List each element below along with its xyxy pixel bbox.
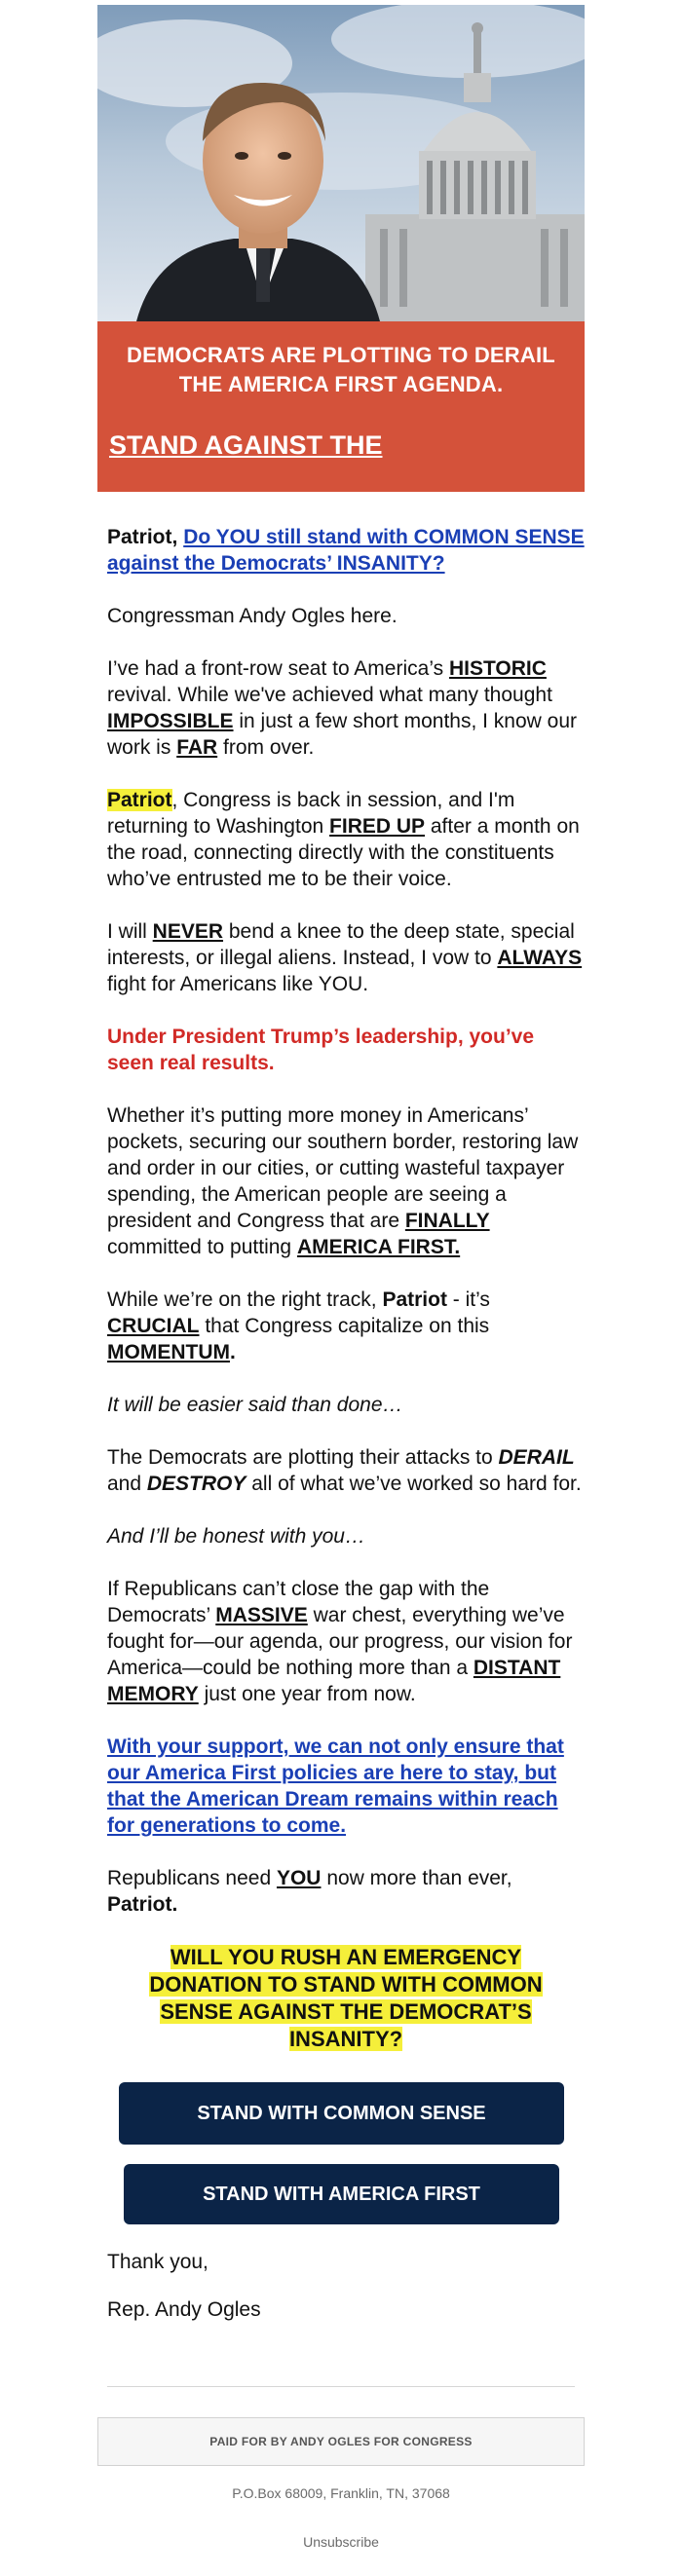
support-link[interactable]: With your support, we can not only ensure that our America First policies are here to stay, but that the American Dream remains within reach for generations to come.	[107, 1736, 564, 1837]
emphasis-momentum: MOMENTUM	[107, 1341, 230, 1363]
bold-patriot: Patriot.	[107, 1893, 178, 1916]
banner-red-band	[97, 321, 585, 492]
text-segment: If Republicans can’t close the gap with the Democrats’	[107, 1578, 490, 1626]
text-segment: While we’re on the right track,	[107, 1288, 383, 1311]
footer-divider	[107, 2386, 575, 2387]
text-segment: after a month on the road, connecting directly with the constituents who’ve entrusted me to be their voice.	[107, 815, 580, 890]
italic-text: It will be easier said than done…	[107, 1394, 403, 1416]
emphasis-distant-memory: DISTANT MEMORY	[107, 1657, 561, 1705]
thanks-text: Thank you,	[107, 2251, 208, 2273]
header-banner[interactable]	[97, 5, 585, 492]
greeting-paragraph: Congressman Andy Ogles here.	[107, 605, 398, 627]
war-chest-paragraph	[107, 1576, 585, 1707]
text-segment: just one year from now.	[198, 1683, 416, 1705]
banner-photo	[97, 5, 585, 321]
text-segment: now more than ever,	[321, 1867, 512, 1889]
unsubscribe-link[interactable]: Unsubscribe	[303, 2534, 379, 2550]
text-segment: war chest, everything we’ve fought for—our agenda, our progress, our vision for America—could be nothing more than a	[107, 1604, 573, 1679]
emphasis-america-first: AMERICA FIRST.	[296, 1236, 461, 1258]
donation-callout	[107, 1944, 585, 2053]
text-segment: - it’s	[446, 1288, 490, 1311]
text-segment: committed to putting	[107, 1236, 297, 1258]
bold-patriot: Patriot	[382, 1288, 447, 1311]
text-segment: in just a few short months, I know our work is	[107, 710, 578, 759]
emphasis-never: NEVER	[152, 920, 224, 943]
text-segment: bend a knee to the deep state, special interests, or illegal aliens. Instead, I vow to	[107, 920, 575, 969]
text-segment: Whether it’s putting more money in Americans’ pockets, securing our southern border, restoring law and order in our cities, or cutting wasteful taxpayer spending, the American people are seeing a president and Congress that are	[107, 1104, 579, 1232]
signature-name: Rep. Andy Ogles	[107, 2298, 261, 2321]
emphasis-impossible: IMPOSSIBLE	[107, 710, 234, 732]
banner-cta-link[interactable]: STAND AGAINST THE	[109, 430, 383, 460]
democrats-paragraph	[107, 1444, 585, 1497]
capitol-portrait-image	[97, 5, 585, 321]
emphasis-massive: MASSIVE	[215, 1604, 308, 1626]
need-you-paragraph	[107, 1865, 585, 1918]
signoff	[107, 2249, 585, 2323]
mailing-address: P.O.Box 68009, Franklin, TN, 37068	[232, 2485, 450, 2501]
emphasis-destroy: DESTROY	[146, 1473, 246, 1495]
text-segment: I’ve had a front-row seat to America’s	[107, 657, 449, 680]
support-paragraph	[107, 1734, 585, 1839]
text-segment: that Congress capitalize on this	[199, 1315, 490, 1337]
revival-paragraph	[107, 655, 585, 761]
momentum-paragraph	[107, 1287, 585, 1365]
unsubscribe-wrapper	[97, 2534, 585, 2550]
text-segment: from over.	[217, 736, 315, 759]
emphasis-far: FAR	[176, 736, 218, 759]
text-segment: The Democrats are plotting their attacks to	[107, 1446, 499, 1469]
text-segment: revival. While we've achieved what many thought	[107, 684, 552, 706]
text-segment: Republicans need	[107, 1867, 277, 1889]
emphasis-historic: HISTORIC	[448, 657, 547, 680]
paid-for-disclaimer: PAID FOR BY ANDY OGLES FOR CONGRESS	[97, 2417, 585, 2466]
text-segment: , Congress is back in session, and I'm returning to Washington	[107, 789, 515, 838]
intro-question-link[interactable]: Do YOU still stand with COMMON SENSE against the Democrats’ INSANITY?	[107, 526, 585, 575]
text-segment: I will	[107, 920, 153, 943]
text-segment: and	[107, 1473, 147, 1495]
stand-with-common-sense-button[interactable]: STAND WITH COMMON SENSE	[119, 2082, 564, 2145]
vow-paragraph	[107, 918, 585, 997]
emphasis-fired-up: FIRED UP	[329, 815, 426, 838]
italic-text: And I’ll be honest with you…	[107, 1525, 365, 1548]
emphasis-you: YOU	[276, 1867, 322, 1889]
donation-callout-text: WILL YOU RUSH AN EMERGENCY DONATION TO STAND WITH COMMON SENSE AGAINST THE DEMOCRAT’S INSANITY?	[149, 1945, 543, 2051]
emphasis-crucial: CRUCIAL	[107, 1315, 200, 1337]
honest-paragraph	[107, 1523, 585, 1549]
banner-headline: DEMOCRATS ARE PLOTTING TO DERAIL THE AMERICA FIRST AGENDA.	[127, 343, 555, 396]
intro-lead: Patriot,	[107, 526, 184, 548]
text-segment: all of what we’ve worked so hard for.	[246, 1473, 582, 1495]
intro-paragraph	[107, 524, 585, 577]
emphasis-finally: FINALLY	[404, 1210, 490, 1232]
stand-with-america-first-button[interactable]: STAND WITH AMERICA FIRST	[124, 2164, 559, 2224]
results-heading: Under President Trump’s leadership, you’ve seen real results.	[107, 1026, 535, 1074]
emphasis-always: ALWAYS	[497, 947, 583, 969]
emphasis-derail: DERAIL	[498, 1446, 575, 1469]
session-paragraph	[107, 787, 585, 892]
easier-said-paragraph	[107, 1392, 585, 1418]
email-body	[107, 524, 585, 2344]
text-segment: fight for Americans like YOU.	[107, 973, 369, 995]
text-segment: .	[229, 1341, 236, 1363]
highlight-patriot: Patriot	[107, 789, 172, 811]
results-paragraph	[107, 1102, 585, 1260]
